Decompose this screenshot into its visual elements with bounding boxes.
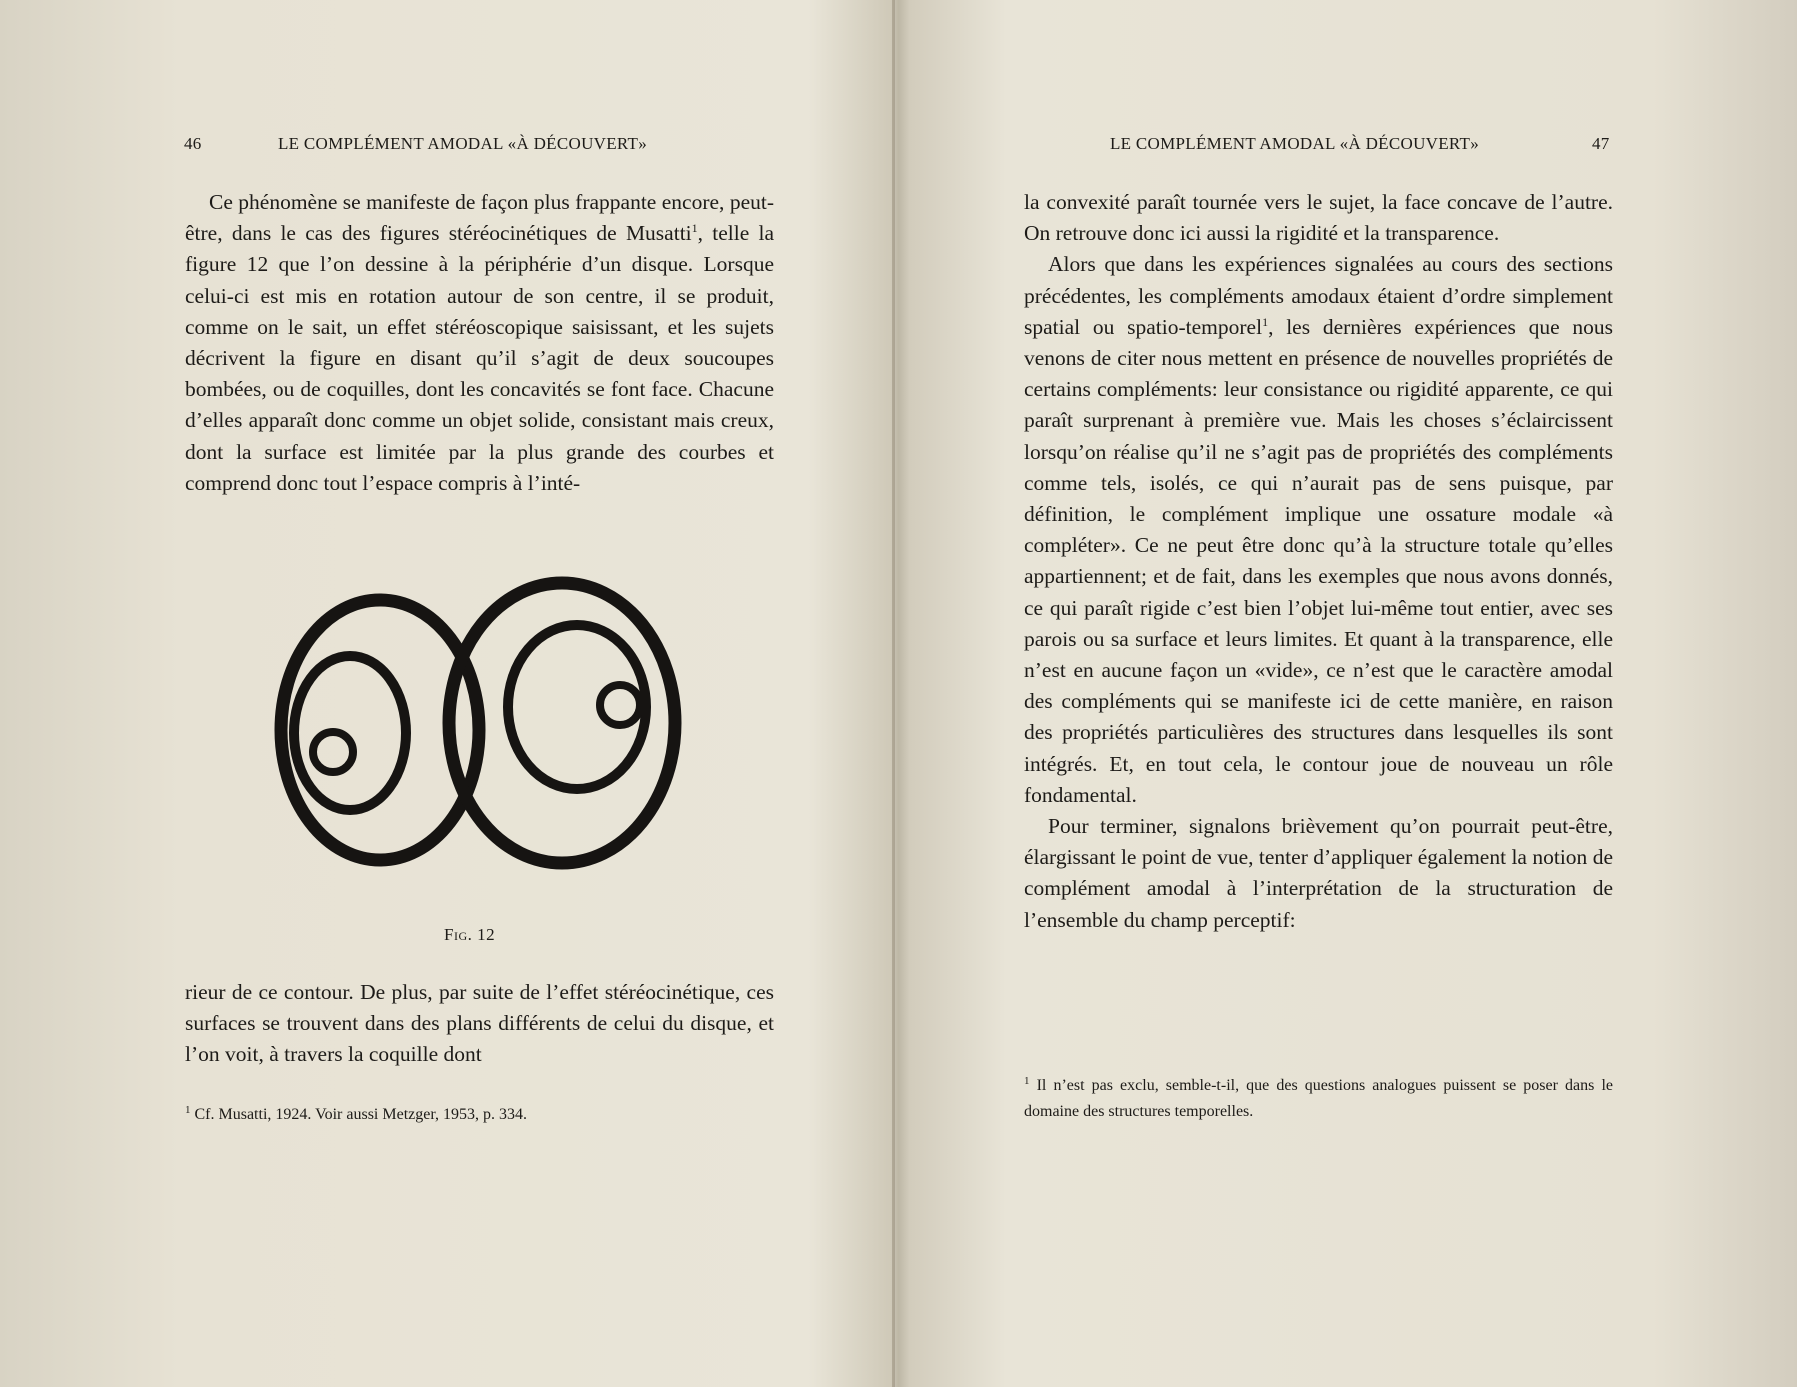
left-small-circle [313,732,353,772]
right-p2-text-b: , les dernières expériences que nous venons de citer nous mettent en présence de nouvelles propriétés de certains compléments: leur consistance ou rigidité apparente, ce qui paraît surprenant à première vue. Mais les choses s’éclaircissent lorsqu’on réalise qu’il ne s’agit pas de propriétés des compléments comme tels, isolés, ce qui n’aurait pas de sens puisque, par définition, le complément implique une ossature modale «à compléter». Ce ne peut être donc qu’à la structure totale qu’elles appartiennent; et de fait, dans les exemples que nous avons donnés, ce qui paraît rigide c’est bien l’objet lui-même tout entier, avec ses parois ou sa surface et leurs limites. Et quant à la transparence, elle n’est en aucune façon un «vide», ce n’est que le caractère amodal des compléments qui se manifeste ici de cette manière, en raison des propriétés particulières des structures dans lesquelles ils sont intégrés. Et, en tout cela, le contour joue de nouveau un rôle fondamental. [1024,314,1613,807]
footnote-right [1024,1073,1613,1125]
right-paragraph-2 [1024,249,1613,811]
left-p1-text-b: , telle la figure 12 que l’on dessine à la périphérie d’un disque. Lorsque celui-ci est mis en rotation autour de son centre, il se produit, comme on le sait, un effet stéréoscopique saisissant, et les sujets décrivent la figure en disant qu’il s’agit de deux soucoupes bombées, ou de coquilles, dont les concavités se font face. Chacune d’elles apparaît donc comme un objet solide, consistant mais creux, dont la surface est limitée par la plus grande des courbes et comprend donc tout l’espace compris à l’inté- [185,221,774,495]
left-p2-text: rieur de ce contour. De plus, par suite de l’effet stéréocinétique, ces surfaces se trouvent dans des plans différents de celui du disque, et l’on voit, à travers la coquille dont [185,980,774,1067]
left-page [0,0,892,1387]
right-inner-ellipse [508,625,646,789]
left-paragraph-1 [185,187,774,499]
figure-12-drawing [270,570,690,890]
footnote-left-text: Cf. Musatti, 1924. Voir aussi Metzger, 1953, p. 334. [194,1106,528,1123]
page-number-right: 47 [1592,134,1610,153]
left-paragraph-2 [185,977,774,1071]
footnote-left-mark: 1 [185,1104,191,1116]
footnote-right-mark: 1 [1024,1075,1030,1087]
left-inner-ellipse [294,656,406,810]
footnote-ref-right: 1 [1262,314,1269,329]
right-body [1024,187,1613,936]
footnote-left [185,1102,774,1128]
running-head-left: LE COMPLÉMENT AMODAL «À DÉCOUVERT» [278,134,648,153]
running-head-right: LE COMPLÉMENT AMODAL «À DÉCOUVERT» [1110,134,1480,153]
right-page [895,0,1797,1387]
figure-caption: Fig. 12 [444,925,496,944]
right-small-circle [600,685,640,725]
left-p1-text-a: Ce phénomène se manifeste de façon plus frappante encore, peut-être, dans le cas des figures stéréocinétiques de Musatti [185,190,774,246]
right-p1-text: la convexité paraît tournée vers le sujet, la face concave de l’autre. On retrouve donc ici aussi la rigidité et la transparence. [1024,190,1613,246]
figure-12 [270,570,690,890]
footnote-ref-left: 1 [691,221,698,236]
right-p3-text: Pour terminer, signalons brièvement qu’on pourrait peut-être, élargissant le point de vue, tenter d’appliquer également la notion de complément amodal à l’interprétation de la structuration de l’ensemble du champ perceptif: [1024,814,1613,932]
footnote-right-text: Il n’est pas exclu, semble-t-il, que des questions analogues puissent se poser dans le domaine des structures temporelles. [1024,1077,1614,1120]
right-p2-text-a: Alors que dans les expériences signalées au cours des sections précédentes, les compléments amodaux étaient d’ordre simplement spatial ou spatio-temporel [1024,252,1613,339]
page-number-left: 46 [184,134,202,153]
